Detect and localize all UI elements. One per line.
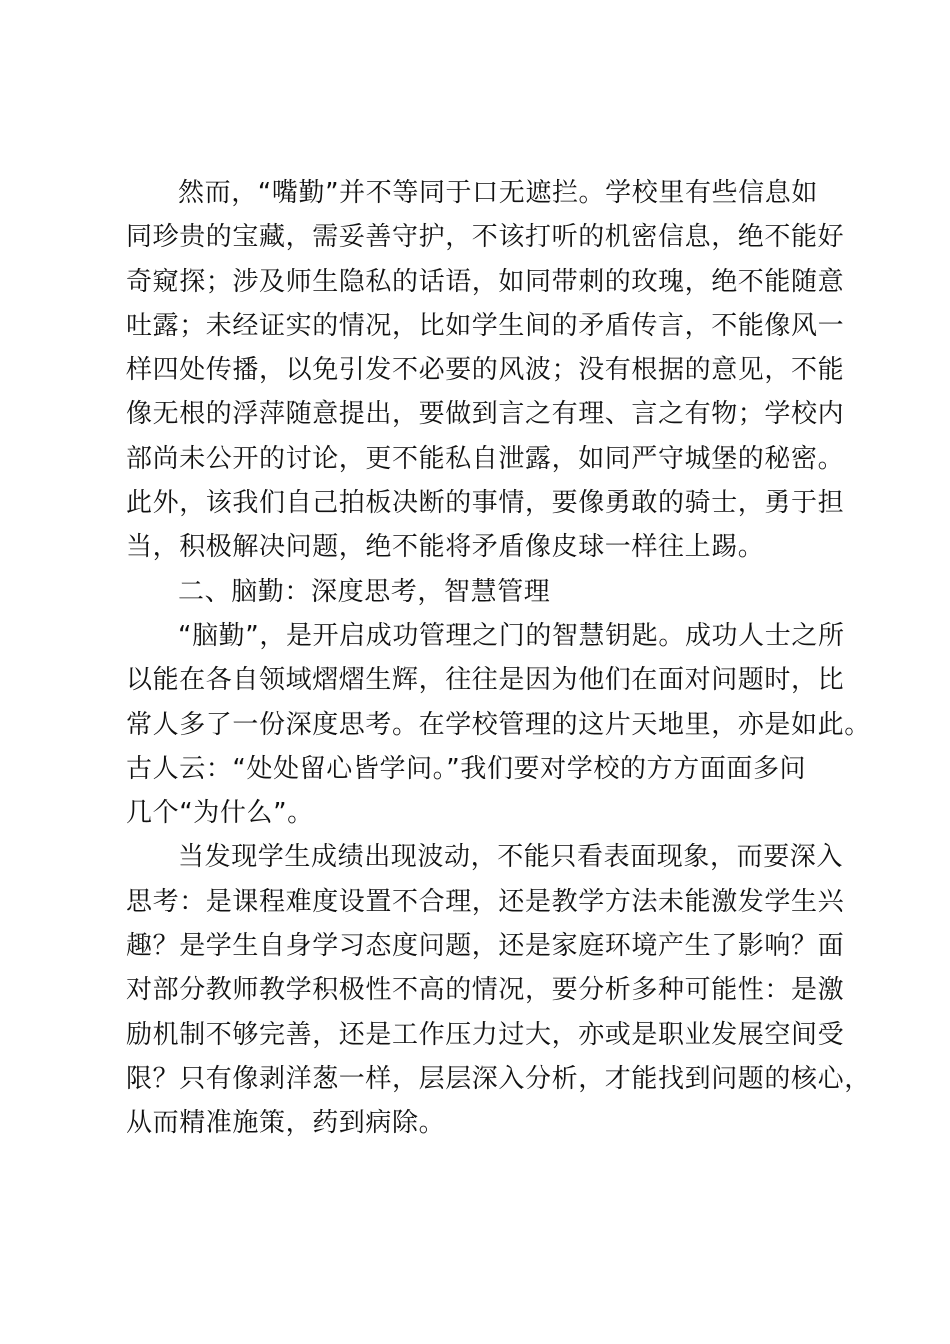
paragraph-line: 样四处传播，以免引发不必要的风波；没有根据的意见，不能: [126, 355, 845, 386]
paragraph-line: “脑勤”，是开启成功管理之门的智慧钥匙。成功人士之所: [178, 620, 845, 651]
paragraph-line: 限？只有像剥洋葱一样，层层深入分析，才能找到问题的核心，: [126, 1063, 871, 1094]
paragraph-line: 吐露；未经证实的情况，比如学生间的矛盾传言，不能像风一: [126, 310, 845, 341]
paragraph-line: 奇窥探；涉及师生隐私的话语，如同带刺的玫瑰，绝不能随意: [126, 266, 845, 297]
paragraph-line: 古人云：“处处留心皆学问。”我们要对学校的方方面面多问: [126, 753, 807, 784]
paragraph-line: 励机制不够完善，还是工作压力过大，亦或是职业发展空间受: [126, 1019, 845, 1050]
paragraph-line: 当，积极解决问题，绝不能将矛盾像皮球一样往上踢。: [126, 532, 765, 563]
paragraph-line: 此外，该我们自己拍板决断的事情，要像勇敢的骑士，勇于担: [126, 488, 845, 519]
paragraph-line: 对部分教师教学积极性不高的情况，要分析多种可能性：是激: [126, 975, 845, 1006]
paragraph-line: 当发现学生成绩出现波动，不能只看表面现象，而要深入: [178, 842, 844, 873]
paragraph-line: 部尚未公开的讨论，更不能私自泄露，如同严守城堡的秘密。: [126, 443, 845, 474]
paragraph-line: 同珍贵的宝藏，需妥善守护，不该打听的机密信息，绝不能好: [126, 222, 845, 253]
paragraph-line: 从而精准施策，药到病除。: [126, 1108, 446, 1139]
paragraph-line: 然而，“嘴勤”并不等同于口无遮拦。学校里有些信息如: [178, 178, 818, 208]
document-body: [126, 171, 871, 1146]
paragraph-line: 像无根的浮萍随意提出，要做到言之有理、言之有物；学校内: [126, 399, 845, 430]
section-heading: 二、脑勤：深度思考，智慧管理: [178, 576, 551, 607]
paragraph-line: 常人多了一份深度思考。在学校管理的这片天地里，亦是如此。: [126, 709, 871, 740]
paragraph-line: 思考：是课程难度设置不合理，还是教学方法未能激发学生兴: [126, 886, 845, 917]
paragraph-line: 以能在各自领域熠熠生辉，往往是因为他们在面对问题时，比: [126, 665, 845, 696]
paragraph-line: 趣？是学生自身学习态度问题，还是家庭环境产生了影响？面: [126, 931, 845, 962]
paragraph-line: 几个“为什么”。: [126, 798, 314, 829]
